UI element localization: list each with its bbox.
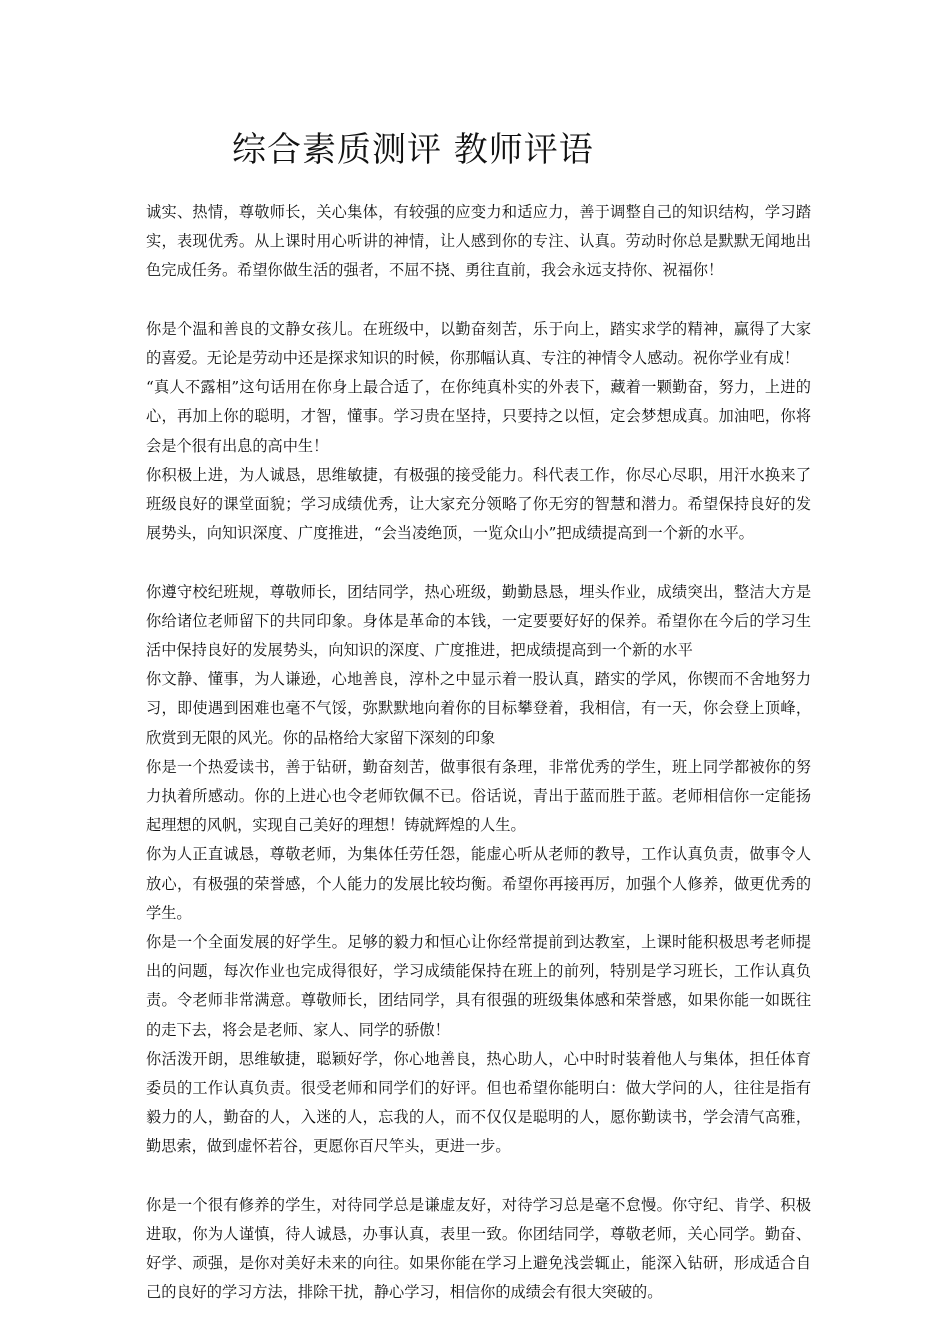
comment-paragraph-3: “真人不露相”这句话用在你身上最合适了，在你纯真朴实的外表下，藏着一颗勤奋，努力，上进的心，再加上你的聪明，才智，懂事。学习贵在坚持，只要持之以恒，定会梦想成真。加油吧，你将会是个很有出息的高中生！ [146, 378, 811, 455]
document-body [146, 198, 811, 1308]
comment-paragraph-1: 诚实、热情，尊敬师长，关心集体，有较强的应变力和适应力，善于调整自己的知识结构，学习踏实，表现优秀。从上课时用心听讲的神情，让人感到你的专注、认真。劳动时你总是默默无闻地出色完成任务。希望你做生活的强者，不屈不挠、勇往直前，我会永远支持你、祝福你！ [146, 203, 811, 280]
comment-paragraph-6: 你文静、懂事，为人谦逊，心地善良，淳朴之中显示着一股认真，踏实的学风，你锲而不舍地努力习，即使遇到困难也毫不气馁，弥默默地向着你的目标攀登着，我相信，有一天，你会登上顶峰，欣赏到无限的风光。你的品格给大家留下深刻的印象 [146, 670, 811, 747]
comment-paragraph-7: 你是一个热爱读书，善于钻研，勤奋刻苦，做事很有条理，非常优秀的学生，班上同学都被你的努力执着所感动。你的上进心也令老师钦佩不已。俗话说，青出于蓝而胜于蓝。老师相信你一定能扬起理想的风帆，实现自己美好的理想！铸就辉煌的人生。 [146, 757, 811, 835]
document-title: 综合素质测评 教师评语 [232, 130, 594, 170]
comment-paragraph-9: 你是一个全面发展的好学生。足够的毅力和恒心让你经常提前到达教室，上课时能积极思考老师提出的问题，每次作业也完成得很好，学习成绩能保持在班上的前列，特别是学习班长，工作认真负责。令老师非常满意。尊敬师长，团结同学，具有很强的班级集体感和荣誉感，如果你能一如既往的走下去，将会是老师、家人、同学的骄傲！ [146, 933, 811, 1039]
comment-paragraph-10: 你活泼开朗，思维敏捷，聪颖好学，你心地善良，热心助人，心中时时装着他人与集体，担任体育委员的工作认真负责。很受老师和同学们的好评。但也希望你能明白：做大学问的人，往往是指有毅力的人，勤奋的人，入迷的人，忘我的人，而不仅仅是聪明的人，愿你勤读书，学会清气高雅，勤思索，做到虚怀若谷，更愿你百尺竿头，更进一步。 [146, 1049, 811, 1156]
comment-paragraph-2: 你是个温和善良的文静女孩儿。在班级中，以勤奋刻苦，乐于向上，踏实求学的精神，赢得了大家的喜爱。无论是劳动中还是探求知识的时候，你那幅认真、专注的神情令人感动。祝你学业有成！ [146, 319, 811, 367]
comment-paragraph-11: 你是一个很有修养的学生，对待同学总是谦虚友好，对待学习总是毫不怠慢。你守纪、肯学、积极进取，你为人谨慎，待人诚恳，办事认真，表里一致。你团结同学，尊敬老师，关心同学。勤奋、好学、顽强，是你对美好未来的向往。如果你能在学习上避免浅尝辄止，能深入钻研，形成适合自己的良好的学习方法，排除干扰，静心学习，相信你的成绩会有很大突破的。 [146, 1195, 811, 1302]
comment-paragraph-5: 你遵守校纪班规，尊敬师长，团结同学，热心班级，勤勤恳恳，埋头作业，成绩突出，整洁大方是你给诸位老师留下的共同印象。身体是革命的本钱，一定要要好好的保养。希望你在今后的学习生活中保持良好的发展势头，向知识的深度、广度推进，把成绩提高到一个新的水平 [146, 582, 811, 660]
comment-paragraph-4: 你积极上进，为人诚恳，思维敏捷，有极强的接受能力。科代表工作，你尽心尽职，用汗水换来了班级良好的课堂面貌；学习成绩优秀，让大家充分领略了你无穷的智慧和潜力。希望保持良好的发展势头，向知识深度、广度推进，“会当凌绝顶，一览众山小”把成绩提高到一个新的水平。 [146, 465, 811, 543]
comment-paragraph-8: 你为人正直诚恳，尊敬老师，为集体任劳任怨，能虚心听从老师的教导，工作认真负责，做事令人放心，有极强的荣誉感，个人能力的发展比较均衡。希望你再接再厉，加强个人修养，做更优秀的学生。 [146, 845, 811, 922]
